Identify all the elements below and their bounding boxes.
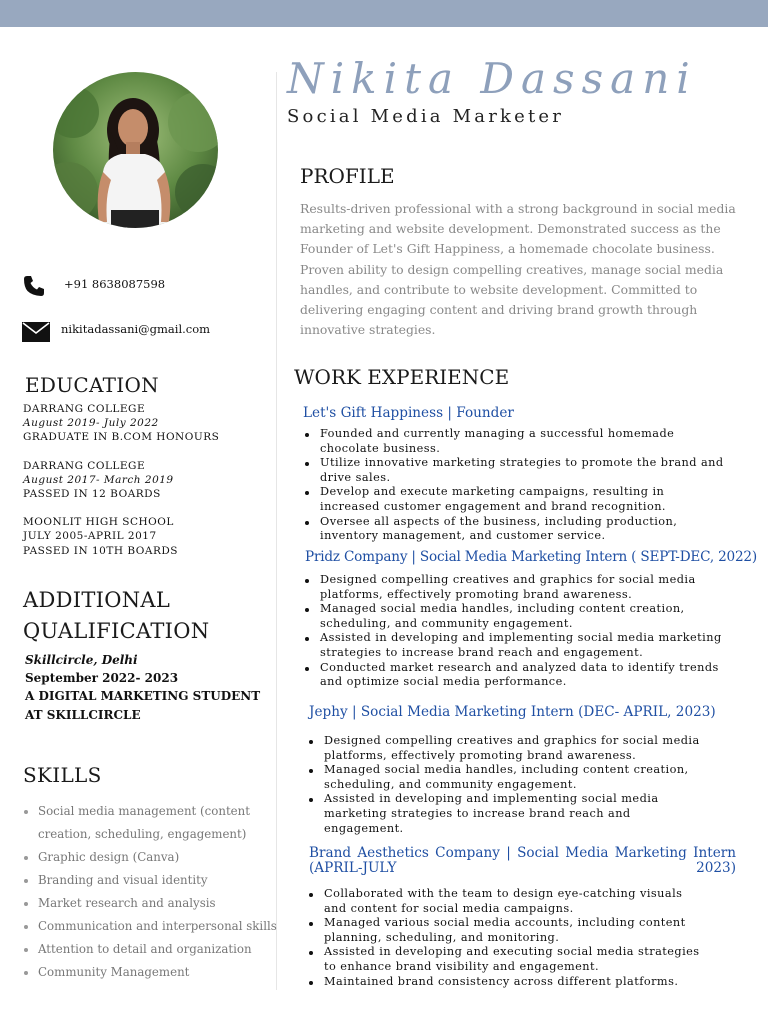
job-bullet: Oversee all aspects of the business, including production, inventory management, and customer service. [304, 515, 724, 544]
additional-heading-line1: ADDITIONAL [23, 588, 171, 612]
job-bullet: Assisted in developing and implementing social media marketing strategies to increase brand reach and engagement. [308, 792, 708, 836]
job-bullet: Assisted in developing and executing social media strategies to enhance brand visibility and engagement. [308, 945, 708, 974]
job-bullets [304, 427, 724, 544]
profile-photo-illustration [53, 72, 218, 228]
skill-item: Branding and visual identity [22, 869, 284, 892]
top-accent-bar [0, 0, 768, 27]
job-bullet: Designed compelling creatives and graphics for social media platforms, effectively promoting brand awareness. [304, 573, 734, 602]
skill-item: Communication and interpersonal skills [22, 915, 284, 938]
job-bullet: Assisted in developing and implementing social media marketing strategies to increase brand reach and engagement. [304, 631, 734, 660]
qualification-line2: AT SKILLCIRCLE [25, 707, 141, 722]
job-bullet: Utilize innovative marketing strategies to promote the brand and drive sales. [304, 456, 724, 485]
education-school: DARRANG COLLEGE [23, 403, 146, 415]
skill-item: Attention to detail and organization [22, 938, 284, 961]
job-title: Pridz Company | Social Media Marketing Intern ( SEPT-DEC, 2022) [305, 549, 757, 565]
additional-qualification-heading [23, 585, 209, 647]
skill-item: Social media management (content creation, scheduling, engagement) [22, 800, 284, 846]
profile-summary: Results-driven professional with a strong background in social media marketing and website development. Demonstrated success as the Founder of Let's Gift Happiness, a homemade chocolate business. Proven ability to design compelling creatives, manage social media handles, and contribute to website development. Committed to delivering engaging content and driving brand growth through innovative strategies. [300, 201, 736, 338]
job-title: Brand Aesthetics Company | Social Media Marketing Intern (APRIL-JULY 2023) [309, 845, 736, 876]
skills-heading: SKILLS [23, 763, 102, 787]
phone-number[interactable]: +91 8638087598 [64, 277, 166, 291]
job-bullets [304, 573, 734, 690]
skills-list [22, 800, 284, 984]
education-entry [23, 459, 219, 502]
skill-item: Community Management [22, 961, 284, 984]
education-school: MOONLIT HIGH SCHOOL [23, 516, 174, 529]
email-address[interactable]: nikitadassani@gmail.com [61, 322, 211, 336]
education-school: DARRANG COLLEGE [23, 459, 146, 472]
work-experience-heading: WORK EXPERIENCE [294, 365, 510, 389]
education-detail: PASSED IN 12 BOARDS [23, 488, 161, 501]
job-bullet: Develop and execute marketing campaigns, resulting in increased customer engagement and brand recognition. [304, 485, 724, 514]
education-dates: August 2017- March 2019 [23, 473, 174, 486]
qualification-line1: A DIGITAL MARKETING STUDENT [25, 689, 261, 704]
candidate-name: Nikita Dassani [287, 54, 697, 103]
job-bullet: Maintained brand consistency across different platforms. [308, 975, 708, 990]
education-entry [23, 515, 219, 558]
job-bullet: Managed various social media accounts, including content planning, scheduling, and monitoring. [308, 916, 708, 945]
education-detail: GRADUATE IN B.COM HONOURS [23, 431, 220, 444]
education-detail: PASSED IN 10TH BOARDS [23, 544, 178, 557]
candidate-title: Social Media Marketer [287, 106, 565, 127]
job-bullet: Collaborated with the team to design eye-catching visuals and content for social media campaigns. [308, 887, 708, 916]
qualification-dates: September 2022- 2023 [25, 671, 179, 686]
skill-item: Graphic design (Canva) [22, 846, 284, 869]
job-bullet: Conducted market research and analyzed data to identify trends and optimize social media performance. [304, 661, 734, 690]
job-bullets [308, 734, 708, 836]
additional-qualification-details [25, 651, 260, 724]
email-icon [22, 322, 50, 342]
job-bullets [308, 887, 708, 989]
job-bullet: Managed social media handles, including content creation, scheduling, and community engagement. [308, 763, 708, 792]
education-heading: EDUCATION [25, 373, 159, 397]
qualification-org: Skillcircle, Delhi [25, 653, 138, 667]
job-title: Let's Gift Happiness | Founder [303, 405, 514, 421]
profile-photo [53, 72, 218, 228]
job-title: Jephy | Social Media Marketing Intern (DEC- APRIL, 2023) [309, 704, 716, 720]
education-list [23, 402, 219, 572]
job-bullet: Founded and currently managing a successful homemade chocolate business. [304, 427, 724, 456]
email-contact [22, 321, 242, 345]
education-entry [23, 402, 219, 445]
phone-icon [22, 274, 46, 298]
additional-heading-line2: QUALIFICATION [23, 619, 210, 643]
job-bullet: Managed social media handles, including content creation, scheduling, and community engagement. [304, 602, 734, 631]
job-bullet: Designed compelling creatives and graphics for social media platforms, effectively promoting brand awareness. [308, 734, 708, 763]
phone-contact [22, 274, 222, 300]
skill-item: Market research and analysis [22, 892, 284, 915]
education-dates: August 2019- July 2022 [23, 417, 159, 430]
education-dates: JULY 2005-APRIL 2017 [23, 530, 157, 543]
profile-heading: PROFILE [300, 164, 395, 188]
